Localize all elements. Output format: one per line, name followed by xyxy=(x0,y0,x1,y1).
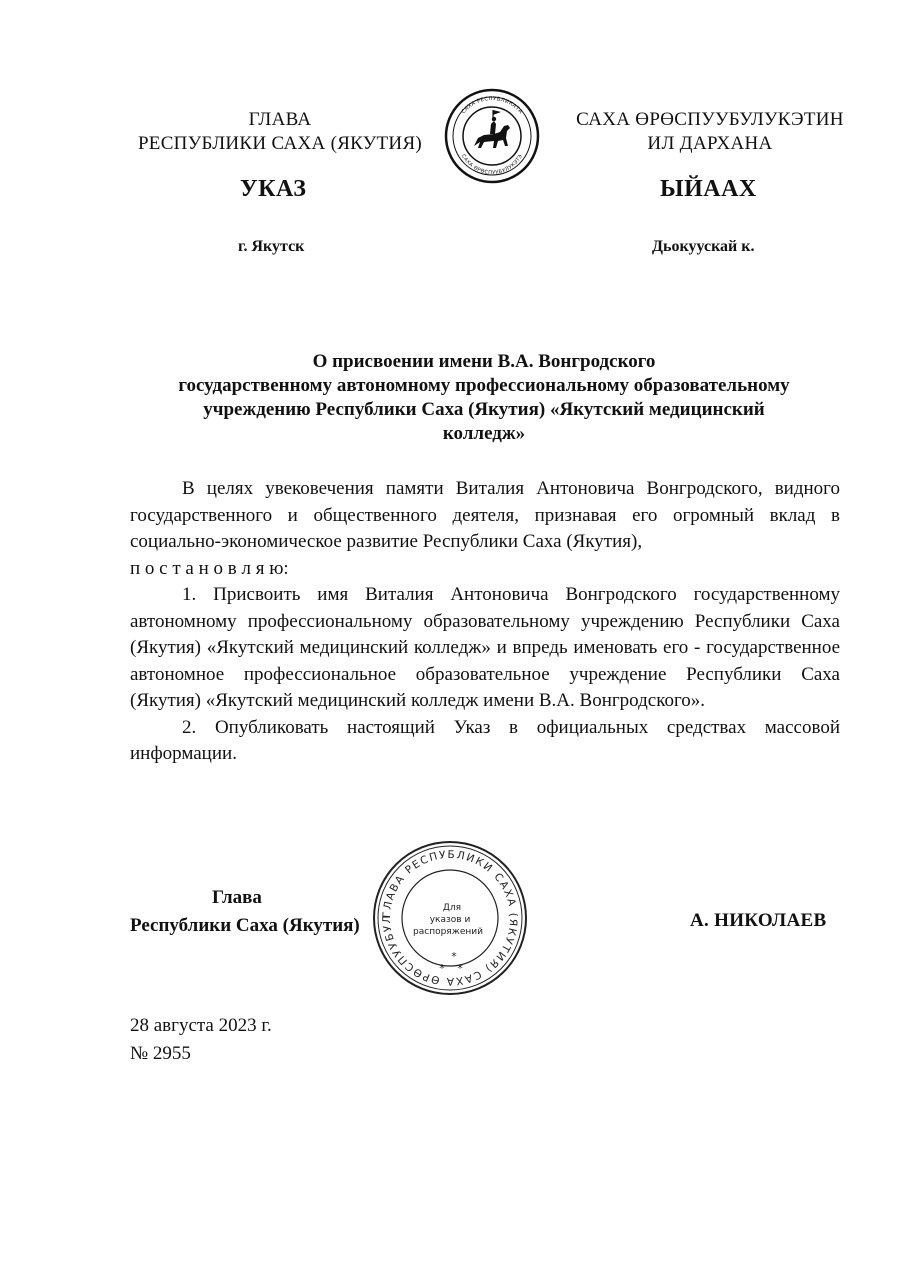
document-title-line: государственному автономному профессиональному образовательному xyxy=(178,375,790,396)
header-right-line1: САХА ӨРӨСПУУБУЛУКЭТИН xyxy=(576,109,844,130)
document-title-line: О присвоении имени В.А. Вонгродского xyxy=(312,351,656,372)
signatory-position-line2: Республики Саха (Якутия) xyxy=(130,915,360,936)
decree-word: п о с т а н о в л я ю: xyxy=(130,557,289,579)
document-date: 28 августа 2023 г. xyxy=(130,1015,272,1036)
header-left-block xyxy=(120,108,440,156)
preamble-paragraph: В целях увековечения памяти Виталия Антоновича Вонгродского, видного государственного и общественного деятеля, признавая его огромный вклад в социально-экономическое развитие Республики Саха (Якутия), xyxy=(130,478,840,552)
svg-text:САХА ӨРӨСПУУБУЛУКЭТЭ: САХА ӨРӨСПУУБУЛУКЭТЭ xyxy=(459,153,525,177)
svg-text:САХА РЕСПУБЛИКАТА: САХА РЕСПУБЛИКАТА xyxy=(460,95,524,116)
svg-text:ГЛАВА РЕСПУБЛИКИ САХА (ЯКУТИЯ): ГЛАВА РЕСПУБЛИКИ САХА (ЯКУТИЯ) САХА ӨРӨСПУУБУЛ xyxy=(380,848,520,988)
decree-title-sakha: ЫЙААХ xyxy=(660,176,757,202)
city-sakha: Дьокуускай к. xyxy=(652,238,755,255)
header-left-line2: РЕСПУБЛИКИ САХА (ЯКУТИЯ) xyxy=(137,133,423,154)
svg-text:Для: Для xyxy=(442,903,462,913)
svg-text:*: * xyxy=(451,950,457,963)
svg-text:*: * xyxy=(457,962,463,975)
document-title xyxy=(128,350,840,446)
document-title-line: колледж» xyxy=(442,423,526,444)
header-right-block xyxy=(560,108,860,156)
decree-title-ru: УКАЗ xyxy=(240,176,307,202)
decree-item-2: 2. Опубликовать настоящий Указ в официальных средствах массовой информации. xyxy=(130,716,840,764)
document-title-line: учреждению Республики Саха (Якутия) «Якутский медицинский xyxy=(203,399,765,420)
svg-text:распоряжений: распоряжений xyxy=(413,927,483,937)
header-right-line2: ИЛ ДАРХАНА xyxy=(647,133,773,154)
svg-text:*: * xyxy=(439,962,445,975)
header-left-line1: ГЛАВА xyxy=(248,109,312,130)
document-number: № 2955 xyxy=(130,1043,191,1064)
official-stamp xyxy=(372,840,528,996)
signatory-position-line1: Глава xyxy=(212,887,262,908)
svg-text:указов и: указов и xyxy=(429,915,471,925)
city-ru: г. Якутск xyxy=(238,238,305,255)
signatory-name: А. НИКОЛАЕВ xyxy=(690,910,827,931)
horseman-emblem-icon xyxy=(444,88,540,184)
decree-item-1: 1. Присвоить имя Виталия Антоновича Вонгродского государственному автономному профессиональному образовательному учреждению Республики Саха (Якутия) «Якутский медицинский колледж» и впредь именовать его - государственное автономное профессиональное образовательное учреждение Республики Саха (Якутия) «Якутский медицинский колледж имени В.А. Вонгродского». xyxy=(130,584,840,711)
document-date-block xyxy=(130,1012,272,1068)
document-body xyxy=(130,476,840,768)
